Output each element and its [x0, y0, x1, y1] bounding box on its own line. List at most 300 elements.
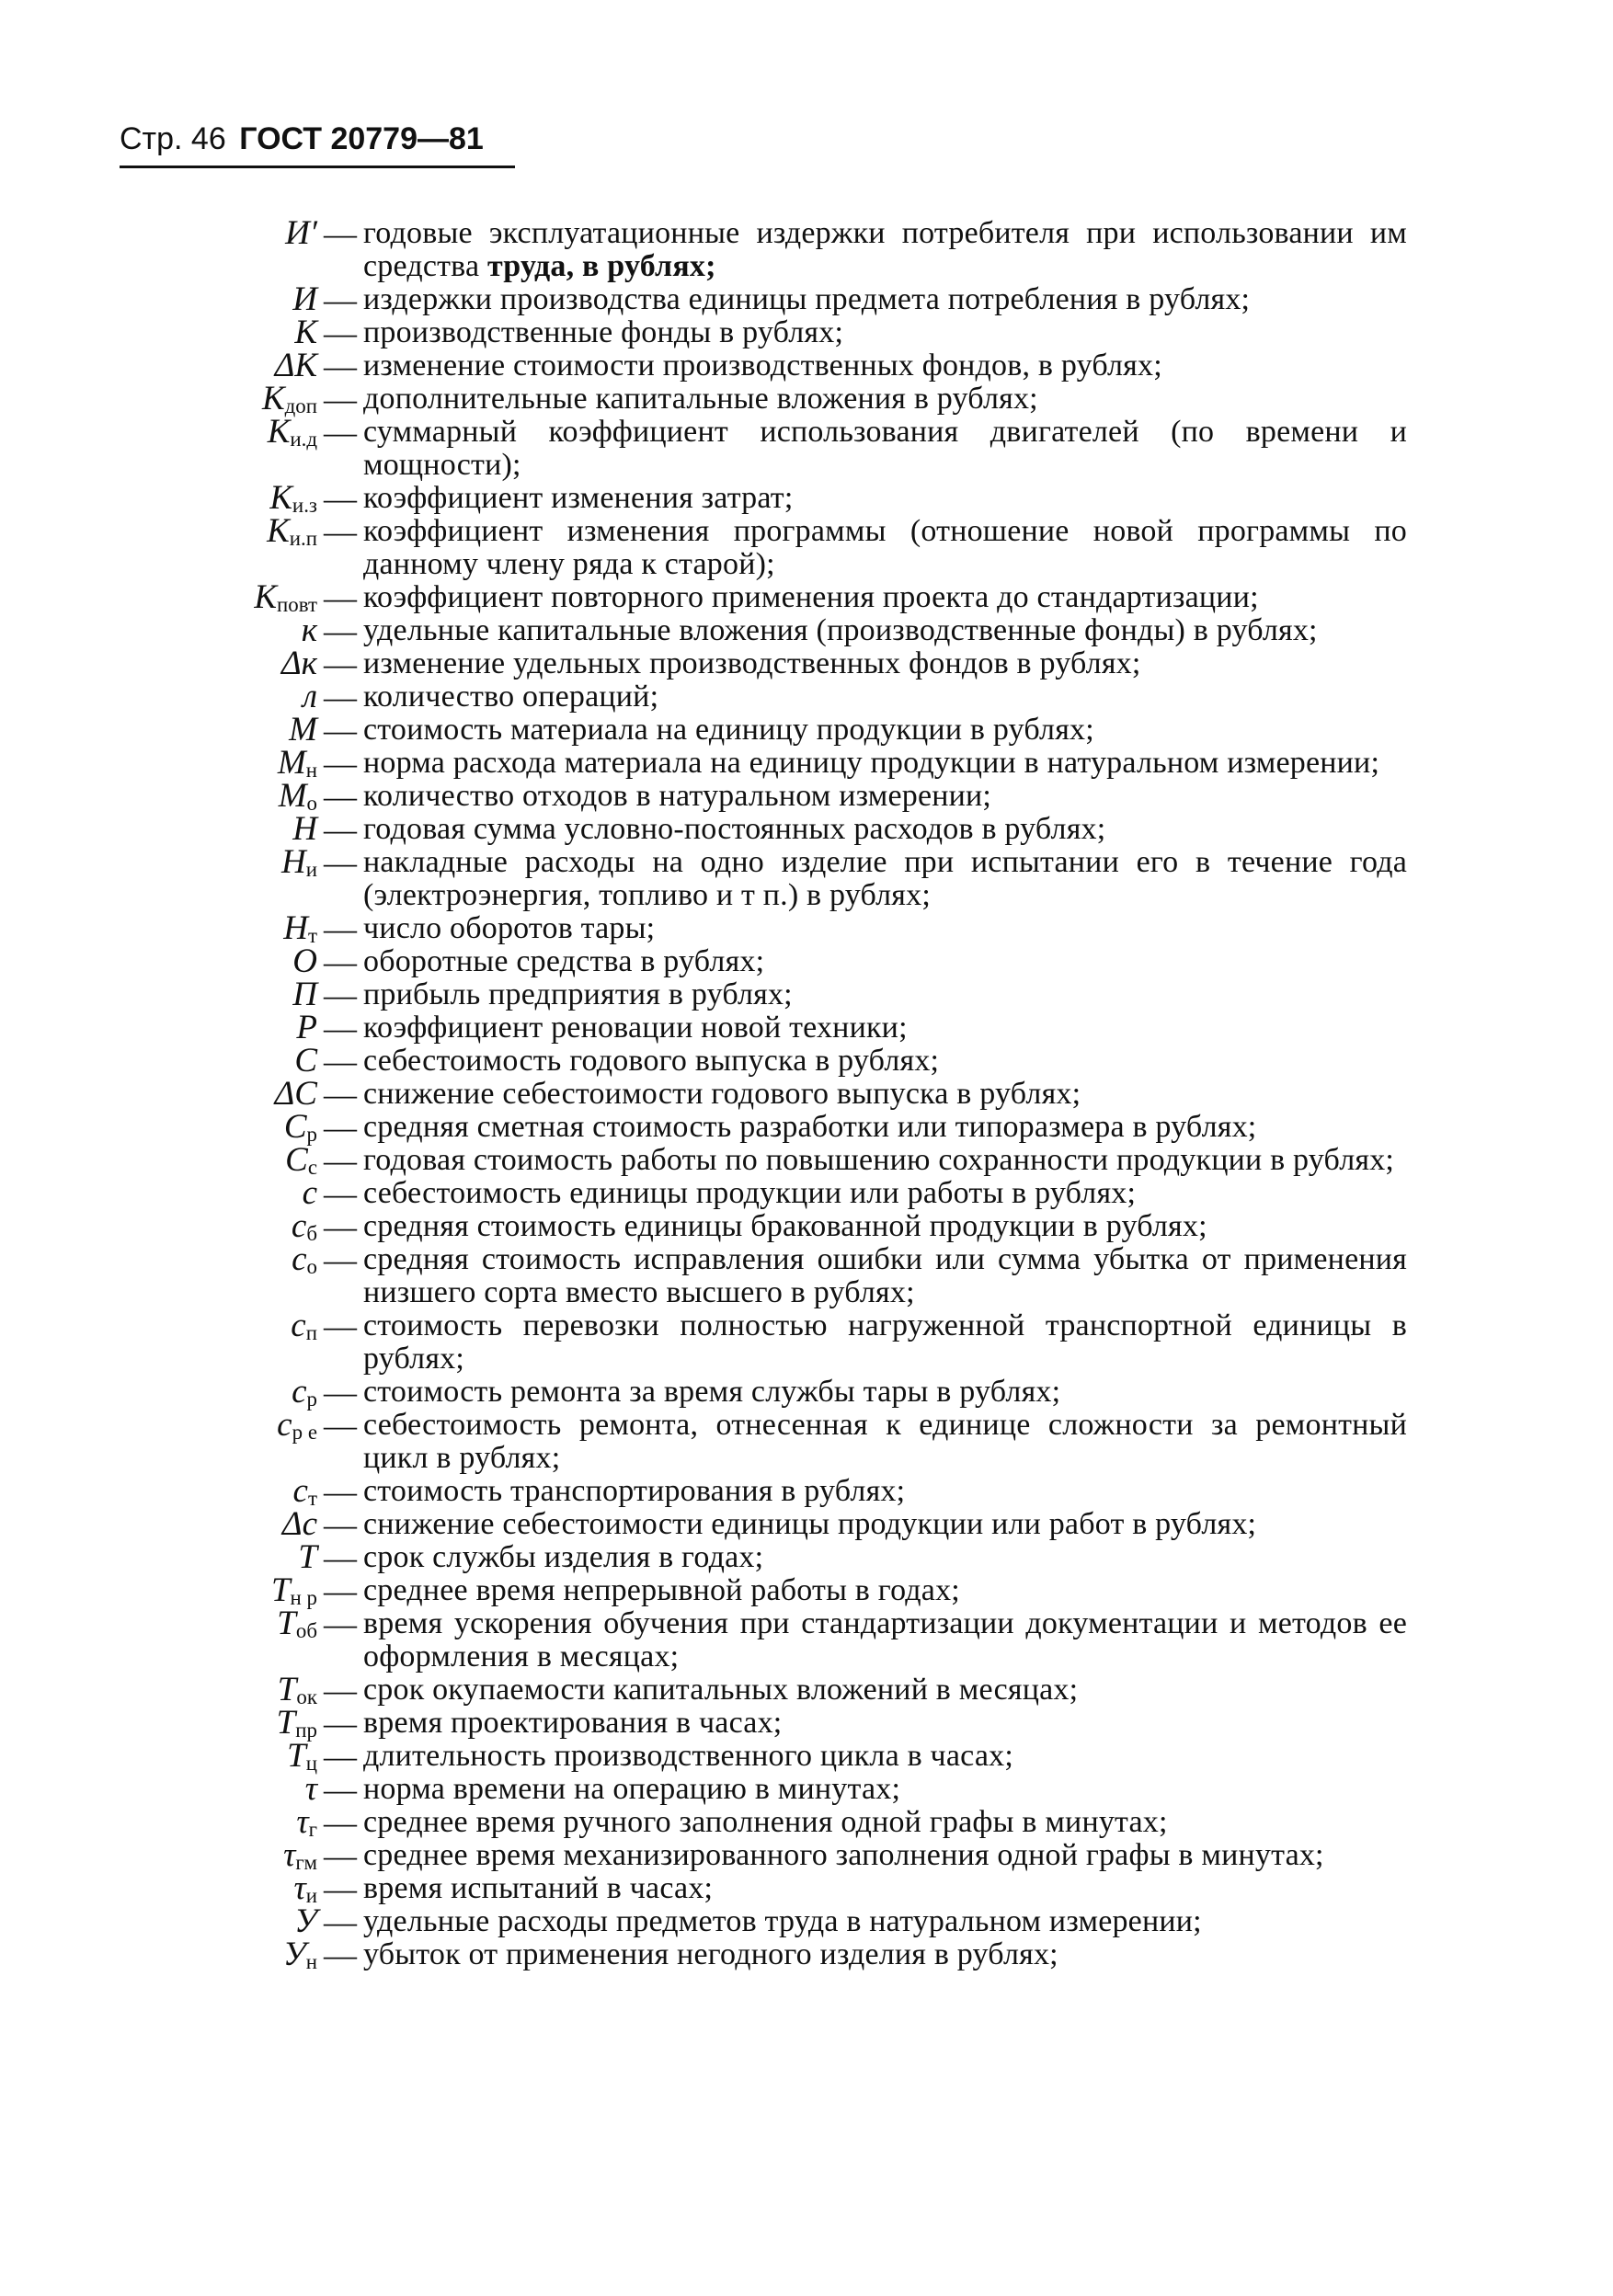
definition-text-regular: производственные фонды в рублях;: [363, 315, 844, 349]
symbol-base: Δс: [281, 1505, 317, 1543]
symbol-base: τ: [296, 1803, 309, 1841]
em-dash-separator: —: [324, 215, 357, 252]
symbol-base: τ: [304, 1770, 317, 1808]
definition-text-regular: удельные расходы предметов труда в натуральном измерении;: [363, 1904, 1202, 1938]
symbol-subscript: и: [305, 1884, 317, 1908]
definition-text-regular: среднее время ручного заполнения одной графы в минутах;: [363, 1805, 1168, 1839]
symbol-subscript: р: [306, 1388, 317, 1411]
em-dash-separator: —: [324, 1572, 357, 1609]
symbol-base: τ: [283, 1836, 296, 1874]
definition-row: [166, 1108, 1407, 1147]
symbol-base: Т: [287, 1737, 306, 1775]
symbol-base: с: [292, 1240, 307, 1278]
definition-row: [166, 1770, 1407, 1808]
em-dash-separator: —: [324, 1076, 357, 1113]
symbol: [166, 1505, 317, 1543]
definition-text: [363, 482, 1407, 515]
definition-text: [363, 1938, 1407, 1971]
em-dash-separator: —: [324, 977, 357, 1013]
definition-row: [166, 1042, 1407, 1079]
definition-text: [363, 1740, 1407, 1773]
symbol-base: с: [292, 1373, 307, 1411]
definition-text: [363, 1376, 1407, 1409]
symbol: [166, 512, 317, 551]
symbol-subscript: гм: [295, 1851, 317, 1875]
em-dash-separator: —: [324, 1903, 357, 1940]
definition-text: [363, 747, 1407, 780]
definition-text: [363, 912, 1407, 945]
symbol: [166, 777, 317, 816]
symbol-base: к: [301, 611, 317, 649]
definition-text-regular: коэффициент изменения затрат;: [363, 481, 794, 515]
definition-row: [166, 1803, 1407, 1842]
definition-text: [363, 680, 1407, 714]
definition-row: [166, 1571, 1407, 1610]
symbol: [166, 1042, 317, 1079]
definition-row: [166, 280, 1407, 318]
definition-row: [166, 413, 1407, 482]
definition-text: [363, 1773, 1407, 1806]
symbol: [166, 680, 317, 714]
definition-row: [166, 1075, 1407, 1113]
symbol-base: Н: [280, 843, 306, 881]
definition-text-regular: прибыль предприятия в рублях;: [363, 977, 793, 1011]
symbol: [166, 810, 317, 848]
definition-text-regular: число оборотов тары;: [363, 911, 656, 945]
symbol: [166, 611, 317, 649]
symbol: [166, 1902, 317, 1940]
symbol-subscript: п: [305, 1321, 317, 1345]
definition-text: [363, 1707, 1407, 1740]
definition-text: [363, 1806, 1407, 1839]
symbol: [166, 1406, 317, 1445]
em-dash-separator: —: [324, 579, 357, 616]
symbol-base: М: [277, 744, 306, 782]
em-dash-separator: —: [324, 1837, 357, 1874]
definition-row: [166, 512, 1407, 581]
symbol: [166, 1207, 317, 1246]
em-dash-separator: —: [324, 844, 357, 881]
definition-text: [363, 1673, 1407, 1707]
em-dash-separator: —: [324, 348, 357, 384]
symbol-subscript: р е: [292, 1421, 317, 1445]
definition-text: [363, 780, 1407, 813]
symbol: [166, 1673, 317, 1707]
definition-row: [166, 1607, 1407, 1673]
em-dash-separator: —: [324, 1936, 357, 1973]
definition-text-regular: изменение стоимости производственных фондов, в рублях;: [363, 348, 1162, 383]
definition-text-regular: время испытаний в часах;: [363, 1871, 714, 1905]
symbol-subscript: и.д: [290, 428, 317, 451]
symbol: [166, 1605, 317, 1643]
symbol: [166, 1141, 317, 1180]
symbol-base: Т: [276, 1704, 296, 1742]
symbol: [166, 349, 317, 383]
em-dash-separator: —: [324, 1738, 357, 1775]
definition-text-regular: накладные расходы на одно изделие при испытании его в течение года (электроэнергия, топливо и т п.) в рублях;: [363, 845, 1407, 912]
em-dash-separator: —: [324, 513, 357, 550]
symbol-base: Р: [296, 1009, 317, 1046]
symbol-subscript: р: [306, 1123, 317, 1147]
symbol: [166, 316, 317, 349]
page-number: Стр. 46: [120, 121, 226, 156]
definition-text: [363, 515, 1407, 581]
em-dash-separator: —: [324, 1241, 357, 1278]
definition-text-regular: себестоимость ремонта, отнесенная к единице сложности за ремонтный цикл в рублях;: [363, 1408, 1407, 1475]
definition-text: [363, 1475, 1407, 1508]
definition-text: [363, 383, 1407, 416]
definition-text: [363, 714, 1407, 747]
definition-text-regular: стоимость перевозки полностью нагруженной транспортной единицы в рублях;: [363, 1308, 1407, 1376]
definition-row: [166, 479, 1407, 518]
definition-text: [363, 316, 1407, 349]
definition-row: [166, 1673, 1407, 1707]
symbol-base: П: [292, 976, 317, 1013]
symbol: [166, 1538, 317, 1576]
symbol-base: Т: [277, 1605, 296, 1642]
definition-text: [363, 945, 1407, 978]
definition-text: [363, 614, 1407, 647]
em-dash-separator: —: [324, 1374, 357, 1411]
definition-text: [363, 647, 1407, 680]
em-dash-separator: —: [324, 1109, 357, 1146]
definition-row: [166, 744, 1407, 782]
symbol-subscript: повт: [276, 593, 317, 617]
symbol: [166, 479, 317, 518]
definition-text: [363, 217, 1407, 283]
em-dash-separator: —: [324, 1010, 357, 1046]
definition-text: [363, 1045, 1407, 1078]
definition-row: [166, 1141, 1407, 1180]
definition-text-regular: коэффициент реновации новой техники;: [363, 1011, 908, 1045]
definition-row: [166, 777, 1407, 816]
em-dash-separator: —: [324, 943, 357, 980]
definition-row: [166, 1936, 1407, 1974]
definition-text: [363, 1210, 1407, 1243]
definition-text-regular: оборотные средства в рублях;: [363, 944, 765, 978]
definition-text: [363, 581, 1407, 614]
symbol-base: с: [277, 1406, 292, 1444]
em-dash-separator: —: [324, 414, 357, 451]
symbol-base: И′: [285, 214, 317, 252]
symbol-base: Н: [283, 909, 308, 947]
symbol: [166, 1240, 317, 1279]
symbol: [166, 1307, 317, 1345]
symbol: [166, 1108, 317, 1147]
definition-text: [363, 978, 1407, 1011]
definition-text-regular: коэффициент повторного применения проекта до стандартизации;: [363, 580, 1259, 614]
symbol-base: ΔК: [274, 347, 317, 384]
symbol: [166, 1869, 317, 1908]
symbol: [166, 578, 317, 617]
symbol-base: К: [254, 578, 277, 616]
em-dash-separator: —: [324, 1407, 357, 1444]
em-dash-separator: —: [324, 1142, 357, 1179]
definition-text-regular: стоимость транспортирования в рублях;: [363, 1474, 906, 1508]
symbol-subscript: ц: [305, 1752, 317, 1776]
symbol-base: Т: [277, 1671, 297, 1708]
definition-row: [166, 1406, 1407, 1475]
symbol-base: л: [302, 678, 317, 715]
definition-text-regular: срок окупаемости капитальных вложений в месяцах;: [363, 1673, 1079, 1707]
em-dash-separator: —: [324, 1605, 357, 1642]
definition-text-regular: коэффициент изменения программы (отношение новой программы по данному члену ряда к старой);: [363, 514, 1407, 581]
symbol: [166, 978, 317, 1011]
definition-text-regular: снижение себестоимости годового выпуска в рублях;: [363, 1077, 1081, 1111]
definition-text: [363, 1839, 1407, 1872]
symbol-base: К: [267, 413, 291, 451]
symbol: [166, 711, 317, 748]
em-dash-separator: —: [324, 1308, 357, 1344]
symbol-base: Δк: [280, 645, 317, 682]
em-dash-separator: —: [324, 645, 357, 682]
definition-text-regular: годовые эксплуатационные издержки потребителя при использовании им средства: [363, 216, 1407, 283]
symbol-subscript: пр: [295, 1719, 317, 1742]
definition-text-regular: дополнительные капитальные вложения в рублях;: [363, 382, 1038, 416]
symbol-base: с: [302, 1174, 317, 1212]
em-dash-separator: —: [324, 1506, 357, 1543]
symbol: [166, 413, 317, 451]
symbol: [166, 1770, 317, 1808]
definition-row: [166, 349, 1407, 383]
definition-text-regular: изменение удельных производственных фондов в рублях;: [363, 646, 1141, 680]
symbol: [166, 744, 317, 782]
definition-text: [363, 1078, 1407, 1111]
symbol: [166, 1075, 317, 1113]
symbol-subscript: об: [295, 1619, 317, 1643]
symbol-base: У: [294, 1902, 317, 1940]
symbol-base: М: [289, 711, 317, 748]
em-dash-separator: —: [324, 314, 357, 351]
definition-text: [363, 1111, 1407, 1144]
em-dash-separator: —: [324, 1672, 357, 1708]
definition-text: [363, 1243, 1407, 1309]
symbol-base: τ: [293, 1869, 306, 1907]
em-dash-separator: —: [324, 811, 357, 848]
definition-text: [363, 1541, 1407, 1574]
definition-text-regular: издержки производства единицы предмета потребления в рублях;: [363, 282, 1251, 316]
definition-text: [363, 1144, 1407, 1177]
symbol-base: Т: [298, 1538, 317, 1576]
symbol-base: с: [292, 1472, 308, 1510]
definition-row: [166, 1174, 1407, 1212]
definition-row: [166, 810, 1407, 848]
definition-row: [166, 578, 1407, 617]
page-header: [120, 121, 515, 168]
symbol-subscript: б: [306, 1222, 317, 1246]
symbol: [166, 1571, 317, 1610]
definition-text-regular: суммарный коэффициент использования двигателей (по времени и мощности);: [363, 415, 1407, 482]
symbol-subscript: с: [307, 1156, 317, 1180]
symbol-base: К: [294, 314, 317, 351]
definition-row: [166, 1869, 1407, 1908]
definition-row: [166, 1505, 1407, 1543]
symbol: [166, 1737, 317, 1776]
symbol-base: С: [283, 1108, 307, 1146]
definition-text-regular: длительность производственного цикла в часах;: [363, 1739, 1013, 1773]
definition-row: [166, 680, 1407, 714]
symbol-base: К: [267, 512, 290, 550]
em-dash-separator: —: [324, 712, 357, 748]
em-dash-separator: —: [324, 910, 357, 947]
definition-row: [166, 1704, 1407, 1742]
definition-text: [363, 1177, 1407, 1210]
symbol-definition-list: [166, 214, 1407, 1974]
definition-row: [166, 942, 1407, 980]
em-dash-separator: —: [324, 745, 357, 782]
symbol-subscript: о: [306, 792, 317, 816]
definition-row: [166, 909, 1407, 948]
definition-row: [166, 1011, 1407, 1045]
definition-text-regular: убыток от применения негодного изделия в рублях;: [363, 1937, 1058, 1971]
em-dash-separator: —: [324, 612, 357, 649]
definition-text-regular: количество отходов в натуральном измерении;: [363, 779, 992, 813]
symbol: [166, 1936, 317, 1974]
definition-text: [363, 1309, 1407, 1376]
em-dash-separator: —: [324, 1175, 357, 1212]
symbol-base: К: [269, 479, 292, 517]
symbol-base: с: [291, 1207, 307, 1245]
definition-row: [166, 1538, 1407, 1576]
symbol: [166, 214, 317, 252]
definition-text-regular: снижение себестоимости единицы продукции или работ в рублях;: [363, 1507, 1257, 1541]
symbol: [166, 843, 317, 882]
definition-row: [166, 1836, 1407, 1875]
symbol-subscript: ок: [296, 1685, 317, 1709]
em-dash-separator: —: [324, 679, 357, 715]
symbol-subscript: т: [307, 924, 317, 948]
definition-row: [166, 380, 1407, 418]
definition-row: [166, 1240, 1407, 1309]
definition-row: [166, 316, 1407, 349]
definition-row: [166, 647, 1407, 680]
symbol-base: О: [292, 942, 317, 980]
symbol-subscript: н: [305, 1950, 317, 1974]
symbol-subscript: н р: [290, 1586, 317, 1610]
definition-text-regular: годовая сумма условно-постоянных расходов в рублях;: [363, 812, 1106, 846]
definition-text-regular: время проектирования в часах;: [363, 1706, 783, 1740]
symbol: [166, 1803, 317, 1842]
definition-text-regular: время ускорения обучения при стандартизации документации и методов ее оформления в месяцах;: [363, 1606, 1407, 1673]
definition-text: [363, 1409, 1407, 1475]
symbol-base: Т: [270, 1571, 291, 1609]
definition-text: [363, 283, 1407, 316]
em-dash-separator: —: [324, 1043, 357, 1079]
symbol-subscript: н: [305, 759, 317, 782]
em-dash-separator: —: [324, 1473, 357, 1510]
definition-row: [166, 1472, 1407, 1511]
definition-row: [166, 1902, 1407, 1940]
em-dash-separator: —: [324, 1771, 357, 1808]
definition-text-regular: норма времени на операцию в минутах;: [363, 1772, 901, 1806]
symbol-base: К: [262, 380, 285, 417]
symbol-base: Н: [292, 810, 317, 848]
standard-number: ГОСТ 20779—81: [239, 121, 484, 156]
definition-row: [166, 214, 1407, 283]
symbol-subscript: г: [308, 1818, 317, 1842]
definition-text: [363, 813, 1407, 846]
em-dash-separator: —: [324, 1539, 357, 1576]
symbol: [166, 1704, 317, 1742]
definition-row: [166, 1373, 1407, 1411]
symbol: [166, 1011, 317, 1045]
definition-row: [166, 611, 1407, 649]
definition-text: [363, 1872, 1407, 1905]
symbol: [166, 1174, 317, 1212]
definition-row: [166, 711, 1407, 748]
definition-text: [363, 1905, 1407, 1938]
symbol-base: С: [294, 1042, 317, 1079]
definition-row: [166, 1737, 1407, 1776]
symbol-subscript: и: [305, 858, 317, 882]
symbol-base: С: [285, 1141, 308, 1179]
definition-text-regular: стоимость материала на единицу продукции в рублях;: [363, 713, 1094, 747]
symbol: [166, 1836, 317, 1875]
symbol: [166, 1472, 317, 1511]
definition-row: [166, 1309, 1407, 1376]
em-dash-separator: —: [324, 1870, 357, 1907]
definition-row: [166, 1207, 1407, 1246]
em-dash-separator: —: [324, 1804, 357, 1841]
definition-text-regular: себестоимость единицы продукции или работы в рублях;: [363, 1176, 1137, 1210]
symbol-base: М: [278, 777, 307, 815]
symbol: [166, 942, 317, 980]
symbol: [166, 647, 317, 680]
symbol-subscript: и.п: [289, 527, 317, 551]
symbol: [166, 280, 317, 318]
definition-text: [363, 846, 1407, 912]
em-dash-separator: —: [324, 778, 357, 815]
em-dash-separator: —: [324, 480, 357, 517]
em-dash-separator: —: [324, 281, 357, 318]
definition-text: [363, 1574, 1407, 1607]
symbol-subscript: доп: [284, 394, 317, 418]
definition-text-regular: срок службы изделия в годах;: [363, 1540, 764, 1574]
definition-text-regular: себестоимость годового выпуска в рублях;: [363, 1044, 940, 1078]
symbol: [166, 1373, 317, 1411]
em-dash-separator: —: [324, 1208, 357, 1245]
em-dash-separator: —: [324, 1705, 357, 1742]
em-dash-separator: —: [324, 381, 357, 417]
definition-text-bold: труда, в рублях;: [486, 249, 716, 283]
definition-text-regular: среднее время непрерывной работы в годах;: [363, 1573, 960, 1607]
definition-row: [166, 978, 1407, 1011]
definition-text: [363, 1508, 1407, 1541]
symbol-subscript: и.з: [292, 494, 317, 518]
symbol: [166, 380, 317, 418]
definition-text-regular: среднее время механизированного заполнения одной графы в минутах;: [363, 1838, 1324, 1872]
definition-text: [363, 1607, 1407, 1673]
definition-text: [363, 416, 1407, 482]
symbol-subscript: о: [306, 1255, 317, 1279]
definition-text: [363, 349, 1407, 383]
definition-text-regular: средняя сметная стоимость разработки или типоразмера в рублях;: [363, 1110, 1257, 1144]
definition-text-regular: средняя стоимость исправления ошибки или сумма убытка от применения низшего сорта вместо высшего в рублях;: [363, 1242, 1407, 1309]
definition-text-regular: годовая стоимость работы по повышению сохранности продукции в рублях;: [363, 1143, 1395, 1177]
symbol-base: И: [292, 280, 317, 318]
definition-text-regular: норма расхода материала на единицу продукции в натуральном измерении;: [363, 746, 1380, 780]
symbol: [166, 909, 317, 948]
definition-text-regular: стоимость ремонта за время службы тары в рублях;: [363, 1375, 1061, 1409]
definition-text-regular: средняя стоимость единицы бракованной продукции в рублях;: [363, 1209, 1207, 1243]
symbol-base: ΔС: [274, 1075, 317, 1113]
symbol-base: У: [282, 1936, 306, 1973]
definition-text-regular: удельные капитальные вложения (производственные фонды) в рублях;: [363, 613, 1318, 647]
symbol-base: с: [291, 1307, 306, 1344]
definition-text: [363, 1011, 1407, 1045]
definition-text-regular: количество операций;: [363, 680, 659, 714]
definition-row: [166, 843, 1407, 912]
